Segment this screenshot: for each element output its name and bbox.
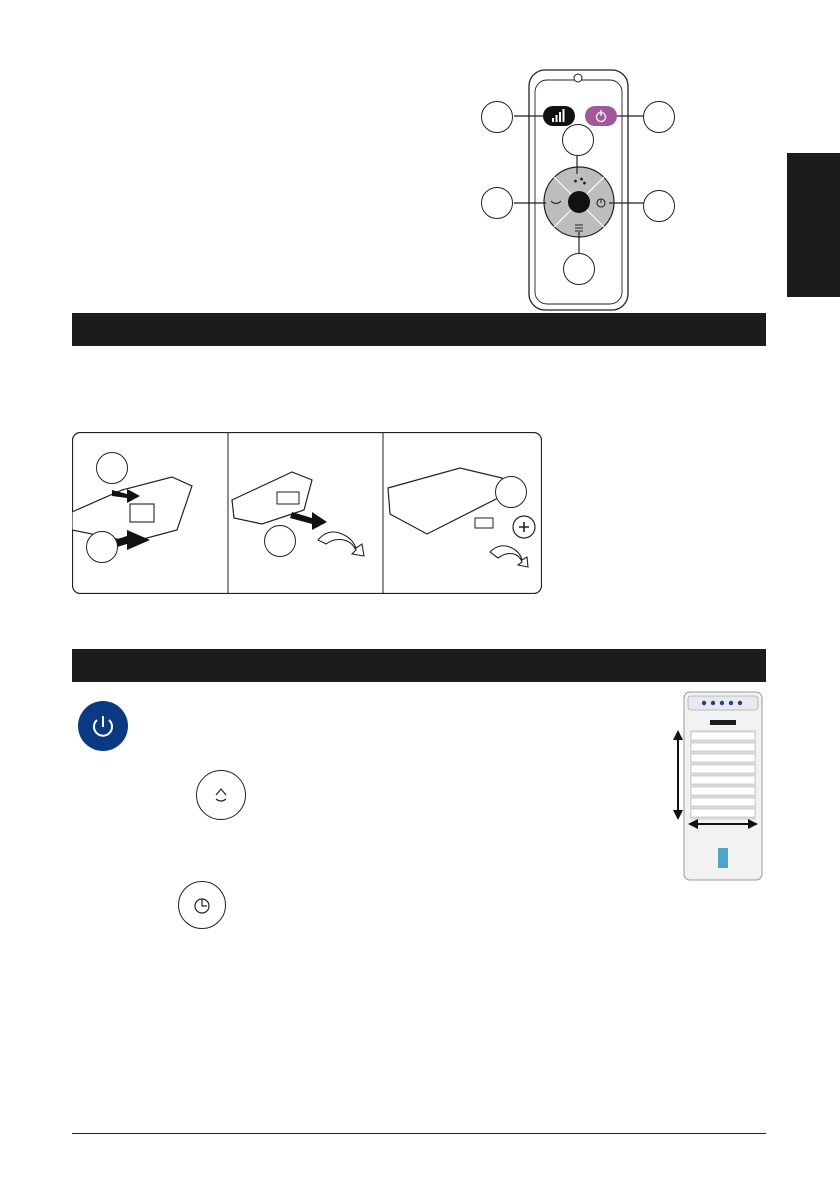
- battery-steps-panel: [72, 432, 542, 594]
- timer-icon: [178, 881, 226, 929]
- remote-callout-timer: [643, 190, 675, 222]
- remote-callout-water: [562, 124, 594, 156]
- battery-step-callout-2: [86, 531, 118, 563]
- remote-callout-signal: [481, 101, 513, 133]
- air-cooler-image: [668, 690, 768, 884]
- operation-section-bar: [72, 649, 766, 682]
- battery-step-callout-3: [264, 525, 296, 557]
- power-icon: [78, 701, 128, 751]
- swing-icon: [196, 770, 246, 820]
- remote-callout-power: [643, 101, 675, 133]
- battery-section-bar: [72, 313, 766, 346]
- language-side-tab: [787, 153, 840, 297]
- remote-callout-speed: [563, 253, 595, 285]
- footer-divider: [72, 1133, 766, 1134]
- battery-step-callout-1: [96, 452, 128, 484]
- battery-step-callout-4: [495, 476, 527, 508]
- remote-callout-swing: [481, 187, 513, 219]
